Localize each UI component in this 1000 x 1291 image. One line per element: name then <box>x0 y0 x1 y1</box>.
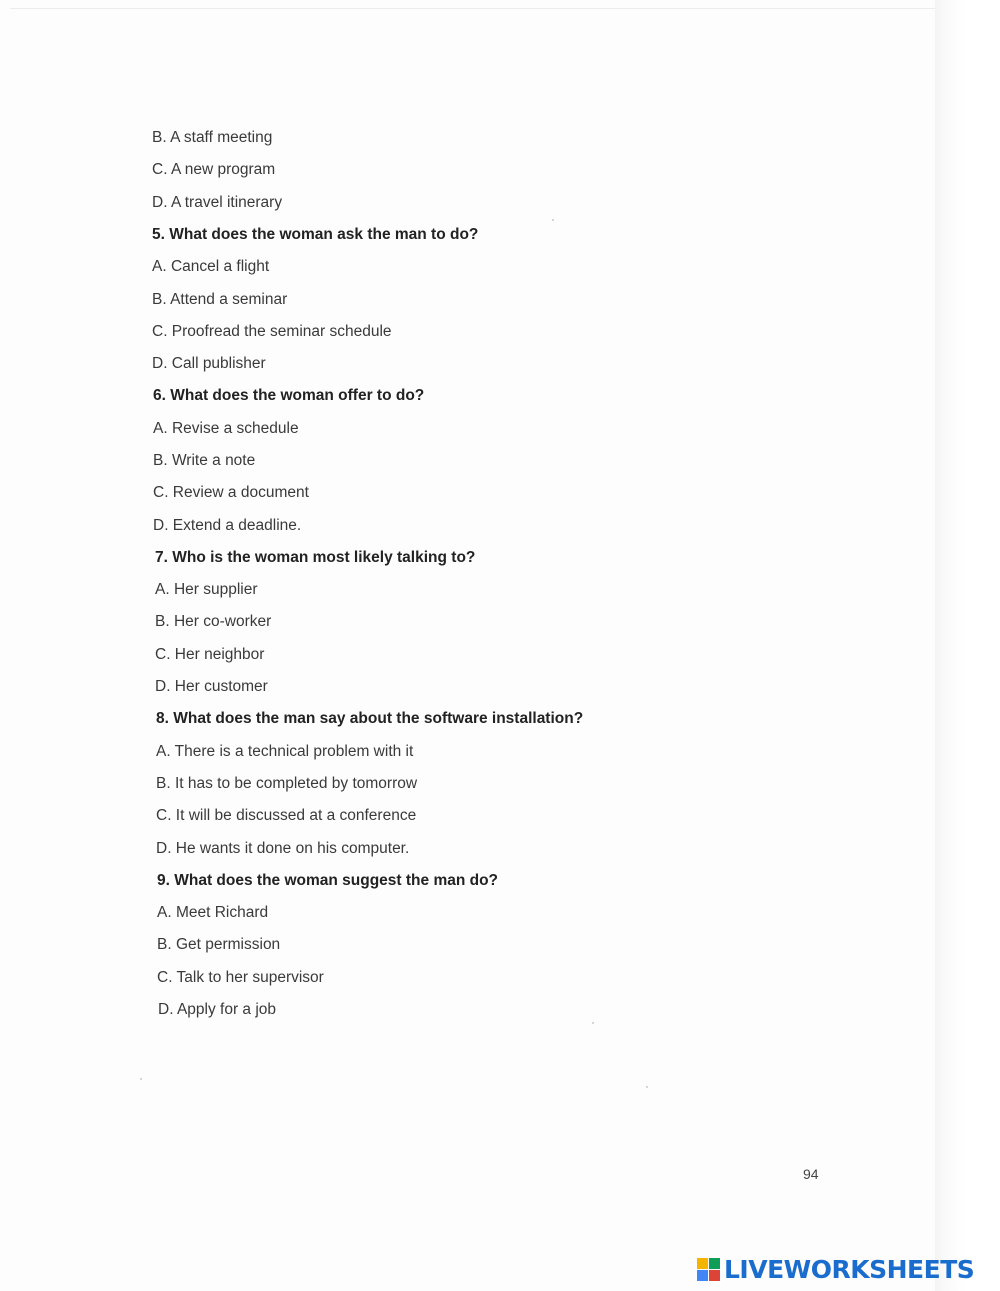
question-text: 7. Who is the woman most likely talking to? <box>155 549 476 566</box>
answer-option: B. Attend a seminar <box>152 291 288 308</box>
page-number: 94 <box>803 1166 819 1182</box>
answer-option: B. Write a note <box>153 452 256 469</box>
answer-option: D. Apply for a job <box>158 1001 277 1018</box>
answer-option: C. It will be discussed at a conference <box>156 807 417 824</box>
answer-option: C. Proofread the seminar schedule <box>152 323 392 340</box>
answer-option: A. Her supplier <box>155 581 258 598</box>
answer-option: C. Review a document <box>153 484 309 501</box>
answer-option: A. Revise a schedule <box>153 420 299 437</box>
answer-option: B. A staff meeting <box>152 129 273 146</box>
scan-margin <box>935 0 1000 1291</box>
answer-option: A. Meet Richard <box>157 904 269 921</box>
logo-square <box>697 1258 708 1269</box>
question-text: 8. What does the man say about the software installation? <box>156 710 584 727</box>
answer-option: C. A new program <box>152 161 276 178</box>
liveworksheets-watermark <box>697 1256 974 1284</box>
question-text: 6. What does the woman offer to do? <box>153 387 425 404</box>
answer-option: C. Her neighbor <box>155 646 265 663</box>
logo-square <box>709 1258 720 1269</box>
answer-option: B. Get permission <box>157 936 281 953</box>
question-text: 9. What does the woman suggest the man do? <box>157 872 499 889</box>
answer-option: A. Cancel a flight <box>152 258 270 275</box>
logo-square <box>709 1270 720 1281</box>
answer-option: D. He wants it done on his computer. <box>156 840 410 857</box>
answer-option: C. Talk to her supervisor <box>157 969 324 986</box>
answer-option: B. Her co-worker <box>155 613 272 630</box>
answer-option: D. Extend a deadline. <box>153 517 302 534</box>
liveworksheets-logo-icon <box>697 1258 721 1282</box>
logo-square <box>697 1270 708 1281</box>
answer-option: D. Call publisher <box>152 355 266 372</box>
answer-option: D. Her customer <box>155 678 268 695</box>
scan-edge-line <box>10 8 935 9</box>
answer-option: A. There is a technical problem with it <box>156 743 414 760</box>
answer-option: B. It has to be completed by tomorrow <box>156 775 418 792</box>
liveworksheets-wordmark: LIVEWORKSHEETS <box>724 1255 975 1284</box>
answer-option: D. A travel itinerary <box>152 194 283 211</box>
question-text: 5. What does the woman ask the man to do? <box>152 226 479 243</box>
